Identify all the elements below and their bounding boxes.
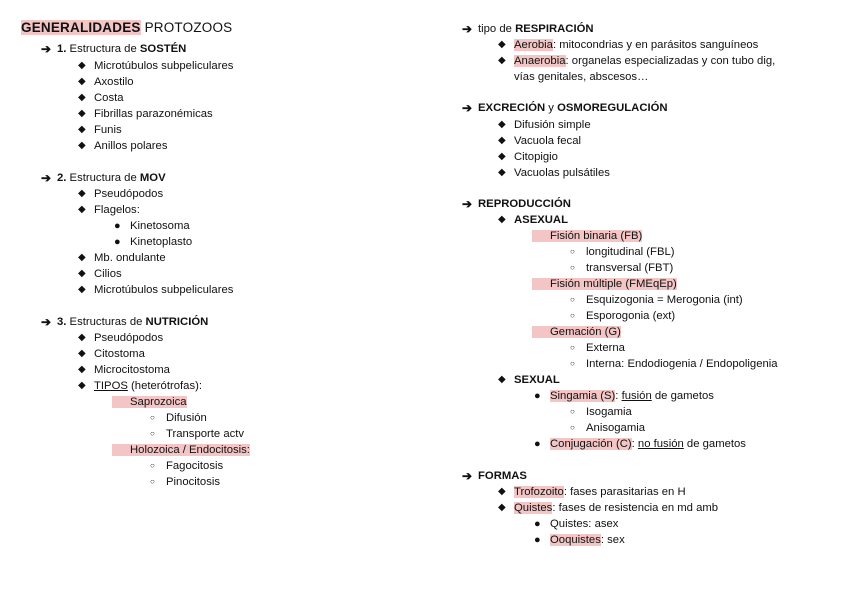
list-item-gemacion: Gemación (G) [532,325,621,339]
arrow-icon: ➔ [462,197,473,211]
circle-bullet-icon: ○ [570,343,575,352]
arrow-icon: ➔ [462,101,473,115]
diamond-bullet-icon: ◆ [78,380,86,391]
list-item: Kinetoplasto [130,236,193,248]
page-title: GENERALIDADES PROTOZOOS [21,20,233,35]
diamond-bullet-icon: ◆ [498,374,506,385]
diamond-bullet-icon: ◆ [78,332,86,343]
circle-bullet-icon: ○ [150,477,155,486]
diamond-bullet-icon: ◆ [78,268,86,279]
dot-bullet-icon: ● [534,534,541,546]
list-item: Quistes: asex [550,518,619,530]
section-respiracion-heading: tipo de RESPIRACIÓN [478,23,594,35]
section-mov-heading: 2. Estructura de MOV [57,172,166,184]
list-item-trofozoito: Trofozoito: fases parasitarias en H [514,486,686,498]
arrow-icon: ➔ [462,22,473,36]
section-excrecion-heading: EXCRECIÓN y OSMOREGULACIÓN [478,102,668,114]
subheading-sexual: SEXUAL [514,374,560,386]
diamond-bullet-icon: ◆ [78,76,86,87]
list-item-fision-multiple: Fisión múltiple (FMEqEp) [532,277,677,291]
section-sosten-heading: 1. Estructura de SOSTÉN [57,43,187,55]
list-item: Vacuola fecal [514,135,581,147]
list-item: Anillos polares [94,140,168,152]
circle-bullet-icon: ○ [150,413,155,422]
diamond-bullet-icon: ◆ [78,60,86,71]
list-item-anaerobia-cont: vías genitales, abscesos… [514,71,649,83]
list-item: Microtúbulos subpeliculares [94,284,234,296]
arrow-icon: ➔ [41,315,52,329]
list-item: Esporogonia (ext) [586,310,676,322]
diamond-bullet-icon: ◆ [498,39,506,50]
diamond-bullet-icon: ◆ [78,252,86,263]
list-item: Isogamia [586,406,632,418]
list-item: Fagocitosis [166,460,224,472]
section-formas-heading: FORMAS [478,470,527,482]
arrow-icon: ➔ [41,171,52,185]
circle-bullet-icon: ○ [570,247,575,256]
diamond-bullet-icon: ◆ [78,140,86,151]
list-item-conjugacion: Conjugación (C): no fusión de gametos [550,438,746,450]
list-item-holozoica: Holozoica / Endocitosis: [112,443,250,457]
list-item: Cilios [94,268,122,280]
list-item: Citostoma [94,348,145,360]
diamond-bullet-icon: ◆ [498,55,506,66]
diamond-bullet-icon: ◆ [78,364,86,375]
list-item-ooquistes: Ooquistes: sex [550,534,625,546]
list-item: Difusión [166,412,207,424]
section-nutricion-heading: 3. Estructuras de NUTRICIÓN [57,316,209,328]
diamond-bullet-icon: ◆ [78,188,86,199]
circle-bullet-icon: ○ [570,311,575,320]
list-item-singamia: Singamia (S): fusión de gametos [550,390,714,402]
list-item: Citopigio [514,151,558,163]
circle-bullet-icon: ○ [150,461,155,470]
list-item: Transporte actv [166,428,245,440]
diamond-bullet-icon: ◆ [78,124,86,135]
list-item: Microtúbulos subpeliculares [94,60,234,72]
list-item: Esquizogonia = Merogonia (int) [586,294,743,306]
list-item: Fibrillas parazonémicas [94,108,213,120]
list-item-tipos: TIPOS (heterótrofas): [94,380,202,392]
list-item: Costa [94,92,124,104]
list-item: Externa [586,342,625,354]
list-item: longitudinal (FBL) [586,246,675,258]
list-item-anaerobia: Anaerobia: organelas especializadas y con tubo dig, [514,55,776,67]
list-item: Pinocitosis [166,476,220,488]
list-item: Mb. ondulante [94,252,166,264]
list-item: Anisogamia [586,422,646,434]
list-item-saprozoica: Saprozoica [112,395,187,409]
arrow-icon: ➔ [462,469,473,483]
diamond-bullet-icon: ◆ [498,486,506,497]
list-item: Pseudópodos [94,332,164,344]
list-item-aerobia: Aerobia: mitocondrias y en parásitos sanguíneos [514,39,759,51]
diamond-bullet-icon: ◆ [78,284,86,295]
section-reproduccion-heading: REPRODUCCIÓN [478,198,571,210]
list-item: transversal (FBT) [586,262,674,274]
diamond-bullet-icon: ◆ [78,108,86,119]
list-item: Funis [94,124,122,136]
diamond-bullet-icon: ◆ [78,204,86,215]
list-item-fision-binaria: Fisión binaria (FB) [532,229,642,243]
circle-bullet-icon: ○ [570,359,575,368]
circle-bullet-icon: ○ [570,263,575,272]
list-item: Kinetosoma [130,220,190,232]
dot-bullet-icon: ● [534,518,541,530]
subheading-asexual: ASEXUAL [514,214,568,226]
diamond-bullet-icon: ◆ [78,92,86,103]
circle-bullet-icon: ○ [150,429,155,438]
list-item: Pseudópodos [94,188,164,200]
circle-bullet-icon: ○ [570,407,575,416]
list-item: Vacuolas pulsátiles [514,167,610,179]
dot-bullet-icon: ● [534,390,541,402]
list-item: Axostilo [94,76,134,88]
diamond-bullet-icon: ◆ [498,502,506,513]
arrow-icon: ➔ [41,42,52,56]
diamond-bullet-icon: ◆ [78,348,86,359]
circle-bullet-icon: ○ [570,295,575,304]
list-item: Flagelos: [94,204,140,216]
diamond-bullet-icon: ◆ [498,135,506,146]
list-item: Interna: Endodiogenia / Endopoligenia [586,358,778,370]
dot-bullet-icon: ● [114,236,121,248]
list-item-quistes: Quistes: fases de resistencia en md amb [514,502,719,514]
diamond-bullet-icon: ◆ [498,214,506,225]
diamond-bullet-icon: ◆ [498,167,506,178]
dot-bullet-icon: ● [534,438,541,450]
list-item: Difusión simple [514,119,591,131]
diamond-bullet-icon: ◆ [498,119,506,130]
diamond-bullet-icon: ◆ [498,151,506,162]
list-item: Microcitostoma [94,364,170,376]
circle-bullet-icon: ○ [570,423,575,432]
dot-bullet-icon: ● [114,220,121,232]
